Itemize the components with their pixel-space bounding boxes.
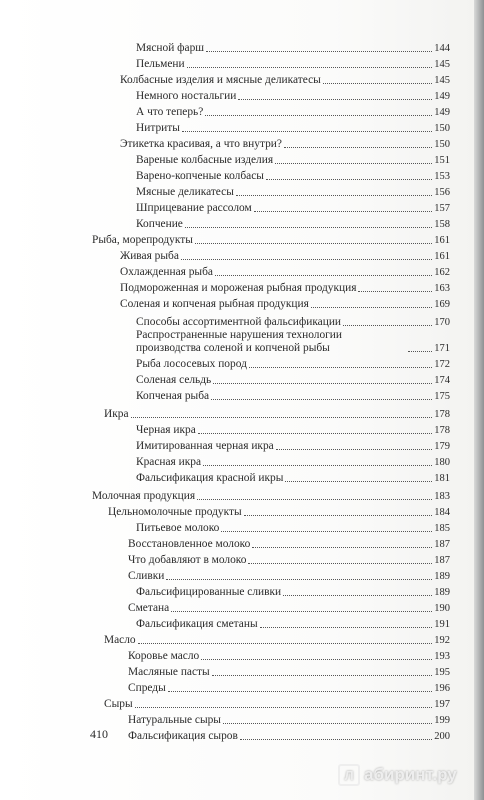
dot-leader — [223, 723, 432, 724]
toc-entry-title: Фальсификация сметаны — [136, 618, 258, 630]
toc-entry-title: Красная икра — [136, 456, 202, 468]
toc-entry — [128, 648, 450, 663]
toc-entry — [136, 216, 450, 231]
labirint-watermark — [338, 764, 457, 786]
dot-leader — [187, 67, 433, 68]
toc-entry-title: Варено-копченые колбасы — [136, 170, 264, 182]
toc-entry-title: Сливки — [128, 570, 165, 582]
toc-entry — [120, 280, 450, 295]
page-number: 410 — [90, 727, 108, 741]
toc-entry-page: 185 — [434, 523, 450, 534]
toc-entry — [120, 72, 450, 87]
toc-entry-page: 175 — [434, 391, 450, 402]
toc-entry — [136, 616, 450, 631]
toc-entry-page: 153 — [434, 171, 450, 182]
toc-entry — [128, 600, 450, 615]
toc-entry-page: 161 — [434, 235, 450, 246]
toc-entry — [136, 438, 450, 453]
dot-leader — [211, 399, 432, 400]
toc-entry-page: 178 — [434, 425, 450, 436]
toc-entry-page: 193 — [434, 651, 450, 662]
dot-leader — [284, 147, 432, 148]
toc-entry — [104, 696, 450, 711]
toc-entry-page: 187 — [434, 555, 450, 566]
toc-entry-title: Восстановленное молоко — [128, 538, 251, 550]
toc-entry-page: 190 — [434, 603, 450, 614]
watermark-text: абиринт.ру — [364, 765, 457, 784]
dot-leader — [266, 179, 432, 180]
toc-entry — [136, 454, 450, 469]
toc-entry — [128, 680, 450, 695]
toc-entry — [136, 200, 450, 215]
labirint-logo-icon: Л — [338, 764, 360, 786]
toc-entry-title: Имитированная черная икра — [136, 440, 274, 452]
toc-entry-page: 172 — [434, 359, 450, 370]
toc-entry — [136, 356, 450, 371]
toc-entry — [136, 470, 450, 485]
dot-leader — [260, 627, 433, 628]
book-edge — [474, 0, 484, 800]
dot-leader — [323, 83, 432, 84]
toc-entry — [104, 632, 450, 647]
dot-leader — [171, 611, 432, 612]
dot-leader — [252, 547, 432, 548]
dot-leader — [212, 675, 433, 676]
dot-leader — [181, 259, 432, 260]
toc-entry-page: 156 — [434, 187, 450, 198]
toc-entry-page: 180 — [434, 457, 450, 468]
toc-entry — [136, 88, 450, 103]
toc-entry-page: 200 — [434, 731, 450, 742]
toc-entry-page: 199 — [434, 715, 450, 726]
toc-entry-title: Питьевое молоко — [136, 522, 220, 534]
toc-entry — [136, 152, 450, 167]
toc-entry-page: 196 — [434, 683, 450, 694]
toc-entry — [120, 136, 450, 151]
toc-entry-title: Сметана — [128, 602, 170, 614]
toc-entry — [128, 552, 450, 567]
toc-entry-title: Фальсифицированные сливки — [136, 586, 282, 598]
dot-leader — [236, 195, 432, 196]
toc-entry — [120, 264, 450, 279]
toc-entry — [128, 536, 450, 551]
toc-entry-title: Сыры — [104, 698, 133, 710]
toc-entry — [136, 168, 450, 183]
toc-entry-title: Масло — [104, 634, 136, 646]
dot-leader — [205, 115, 432, 116]
toc-entry-page: 157 — [434, 203, 450, 214]
dot-leader — [166, 579, 432, 580]
toc-entry-page: 158 — [434, 219, 450, 230]
toc-entry-title: Фальсификация красной икры — [136, 472, 284, 484]
toc-entry-page: 149 — [434, 91, 450, 102]
toc-entry-title: Рыба, морепродукты — [92, 234, 193, 246]
toc-entry-page: 195 — [434, 667, 450, 678]
toc-entry-title: Способы ассортиментной фальсификации — [136, 316, 342, 328]
dot-leader — [182, 131, 432, 132]
dot-leader — [138, 643, 433, 644]
toc-entry — [104, 406, 450, 421]
dot-leader — [343, 325, 432, 326]
dot-leader — [206, 51, 432, 52]
dot-leader — [203, 465, 432, 466]
toc-entry — [136, 388, 450, 403]
toc-entry — [120, 296, 450, 311]
dot-leader — [244, 515, 433, 516]
toc-entry-page: 169 — [434, 299, 450, 310]
toc-entry-title: Соленая и копченая рыбная продукция — [120, 298, 309, 310]
dot-leader — [131, 417, 433, 418]
toc-entry-page: 145 — [434, 75, 450, 86]
toc-entry-title: Подмороженная и мороженая рыбная продукция — [120, 282, 357, 294]
dot-leader — [201, 659, 432, 660]
toc-entry-page: 189 — [434, 587, 450, 598]
toc-entry-title: А что теперь? — [136, 106, 204, 118]
dot-leader — [215, 275, 432, 276]
toc-entry-page: 149 — [434, 107, 450, 118]
toc-entry — [136, 56, 450, 71]
dot-leader — [248, 563, 432, 564]
toc-entry-title: Живая рыба — [120, 250, 179, 262]
dot-leader — [198, 433, 432, 434]
toc-entry-title: Соленая сельдь — [136, 374, 212, 386]
toc-entry — [136, 40, 450, 55]
toc-entry-title: Молочная продукция — [92, 490, 196, 502]
dot-leader — [249, 367, 432, 368]
toc-entry-title: Цельномолочные продукты — [108, 506, 242, 518]
dot-leader — [213, 383, 432, 384]
toc-entry-page: 197 — [434, 699, 450, 710]
toc-entry-page: 187 — [434, 539, 450, 550]
toc-entry — [120, 248, 450, 263]
toc-entry-title: Колбасные изделия и мясные деликатесы — [120, 74, 321, 86]
dot-leader — [311, 307, 432, 308]
toc-entry-page: 178 — [434, 409, 450, 420]
toc-entry-title: Натуральные сыры — [128, 714, 221, 726]
toc-entry — [136, 520, 450, 535]
toc-entry-page: 184 — [434, 507, 450, 518]
dot-leader — [195, 243, 432, 244]
toc-entry-page: 162 — [434, 267, 450, 278]
toc-entry-page: 191 — [434, 619, 450, 630]
dot-leader — [185, 227, 432, 228]
dot-leader — [275, 163, 432, 164]
toc-entry — [136, 104, 450, 119]
toc-entry-title: Нитриты — [136, 122, 180, 134]
dot-leader — [197, 499, 432, 500]
toc-entry-page: 189 — [434, 571, 450, 582]
toc-entry-title: Фальсификация сыров — [128, 730, 238, 742]
toc-entry — [136, 372, 450, 387]
toc-entry-page: 171 — [434, 343, 450, 354]
toc-entry-page: 161 — [434, 251, 450, 262]
dot-leader — [168, 691, 433, 692]
toc-entry-title: Черная икра — [136, 424, 196, 436]
toc-entry-page: 144 — [434, 43, 450, 54]
toc-entry-page: 179 — [434, 441, 450, 452]
toc-entry-title: Пельмени — [136, 58, 185, 70]
toc-entry-title: Немного ностальгии — [136, 90, 237, 102]
dot-leader — [240, 739, 432, 740]
toc-entry-page: 192 — [434, 635, 450, 646]
toc-entry-page: 170 — [434, 317, 450, 328]
dot-leader — [276, 449, 433, 450]
dot-leader — [408, 351, 432, 352]
toc-entry — [128, 568, 450, 583]
toc-entry-title: Спреды — [128, 682, 166, 694]
toc-entry — [136, 584, 450, 599]
dot-leader — [135, 707, 433, 708]
toc-entry — [136, 422, 450, 437]
toc-entry-title: Шприцевание рассолом — [136, 202, 252, 214]
toc-entry-title: Охлажденная рыба — [120, 266, 213, 278]
toc-entry-title: Копчение — [136, 218, 183, 230]
toc-entry — [136, 184, 450, 199]
toc-entry-page: 151 — [434, 155, 450, 166]
dot-leader — [358, 291, 432, 292]
toc-entry — [136, 327, 450, 355]
toc-entry — [128, 728, 450, 743]
dot-leader — [285, 481, 432, 482]
toc-entry-page: 174 — [434, 375, 450, 386]
toc-entry — [128, 664, 450, 679]
toc-entry-title: Мясные деликатесы — [136, 186, 234, 198]
toc-entry — [136, 120, 450, 135]
toc-entry-title: Этикетка красивая, а что внутри? — [120, 138, 282, 150]
dot-leader — [221, 531, 432, 532]
toc-entry-title: Что добавляют в молоко — [128, 554, 247, 566]
toc-entry-title: Икра — [104, 408, 129, 420]
toc-entry — [128, 712, 450, 727]
toc-entry-page: 183 — [434, 491, 450, 502]
dot-leader — [283, 595, 432, 596]
dot-leader — [238, 99, 432, 100]
toc-entry-title: Масляные пасты — [128, 666, 210, 678]
toc-entry-title: Коровье масло — [128, 650, 200, 662]
toc-entry-page: 181 — [434, 473, 450, 484]
toc-entry-title: Распространенные нарушения технологии производства соленой и копченой рыбы — [136, 329, 342, 354]
toc-entry-page: 163 — [434, 283, 450, 294]
dot-leader — [254, 211, 433, 212]
toc-entry-title: Рыба лососевых пород — [136, 358, 247, 370]
toc-entry-page: 150 — [434, 123, 450, 134]
toc-entry — [92, 232, 450, 247]
toc-entry-title: Вареные колбасные изделия — [136, 154, 274, 166]
toc-entry-title: Копченая рыба — [136, 390, 210, 402]
toc-entry-page: 145 — [434, 59, 450, 70]
toc-entry-page: 150 — [434, 139, 450, 150]
toc-entry-title: Мясной фарш — [136, 42, 205, 54]
toc-entry — [108, 504, 450, 519]
toc-entry — [92, 488, 450, 503]
